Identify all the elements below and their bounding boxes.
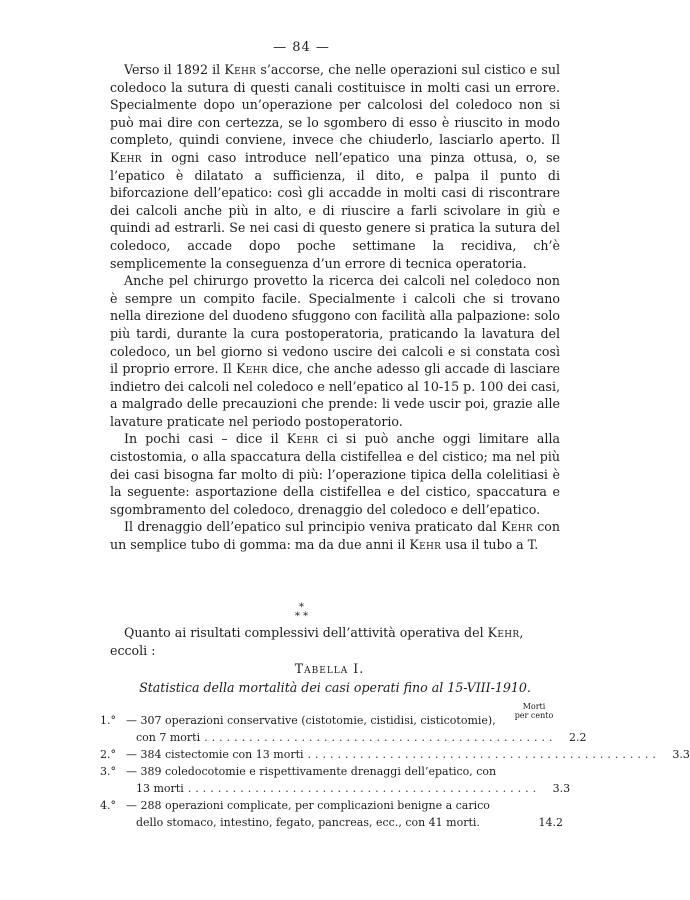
row-line: [100, 712, 563, 729]
text-segment: Quanto ai risultati complessivi dell’attività operativa del: [124, 625, 488, 640]
row-line: [100, 746, 690, 763]
table-rows: [100, 712, 690, 831]
author-name: Kehr: [409, 537, 442, 553]
row-description-cont: con 7 morti: [136, 731, 201, 744]
row-description: — 307 operazioni conservative (cistotomie, cistidisi, cisticotomie),: [126, 714, 496, 727]
row-line: [100, 814, 563, 831]
row-number: 4.°: [100, 799, 116, 812]
author-name: Kehr: [224, 62, 257, 77]
asterism: [0, 603, 603, 621]
text-segment: Il drenaggio dell’epatico sul principio veniva praticato dal: [124, 519, 502, 535]
row-number: 3.°: [100, 765, 116, 778]
paragraph: [110, 430, 560, 518]
dot-leader: ...............................................: [307, 748, 660, 761]
author-name: Kehr: [110, 149, 142, 165]
row-description: — 384 cistectomie con 13 morti: [126, 748, 304, 761]
text-segment: in ogni caso introduce nell’epatico una pinza ottusa, o, se l’epatico è dilatato a sufficienza, il dito, e palpa il punto di biforcazione dell’epatico: così gli accadde in molti casi di riscontrare dei calcoli anche più in alto, e di riuscire a farli scivolare in giù e quindi ad estrarli. Se nei casi di questo genere si pratica la sutura del coledoco, accade dopo poche settimane la recidiva, ch’è semplicemente la conseguenza d’un errore di tecnica operatoria.: [110, 149, 560, 271]
text-segment: In pochi casi – dice il: [124, 431, 287, 447]
mortality-percent: 3.3: [552, 782, 571, 795]
page-number: — 84 —: [273, 40, 330, 55]
row-description-cont: dello stomaco, intestino, fegato, pancreas, ecc., con 41 morti.: [136, 816, 480, 829]
text-segment: , eccoli :: [110, 625, 524, 658]
dot-leader: ...............................................: [204, 731, 557, 744]
dot-leader: ...............................................: [187, 782, 541, 795]
row-description: — 389 coledocotomie e rispettivamente drenaggi dell’epatico, con: [126, 765, 497, 778]
text-segment: Verso il 1892 il: [124, 62, 225, 77]
column-header-line-2: per cento: [514, 711, 554, 720]
paragraph: [110, 518, 560, 553]
paragraph: [110, 61, 560, 272]
row-line: [100, 797, 563, 814]
table-row: [100, 712, 587, 746]
body-text: [110, 61, 560, 554]
text-segment: s’accorse, che nelle operazioni sul cistico e sul coledoco la sutura di questi canali costituisce in molti casi un errore. Specialmente dopo un’operazione per calcolosi del coledoco non si può mai dire con certezza, se lo sgombero di esso è riuscito in modo completo, quindi conviene, invece che chiuderlo, lasciarlo aperto. Il: [110, 62, 560, 148]
column-header-line-1: Morti: [522, 702, 546, 711]
text-segment: con un semplice tubo di gomma: ma da due anni il: [110, 519, 560, 553]
table-subtitle: Statistica della mortalità dei casi operati fino al 15-VIII-1910.: [139, 680, 531, 695]
asterism-top: *: [299, 602, 304, 613]
row-description: — 288 operazioni complicate, per complicazioni benigne a carico: [126, 799, 490, 812]
text-segment: Anche pel chirurgo provetto la ricerca dei calcoli nel coledoco non è sempre un compito facile. Specialmente i calcoli che si trovano nella direzione del duodeno sfuggono con facilità alla palpazione: solo più tardi, durante la cura postoperatoria, praticando la lavatura del coledoco, un bel giorno si vedono uscire dei calcoli e si constata così il proprio errore. Il: [110, 273, 560, 377]
mortality-percent: 14.2: [538, 816, 563, 829]
author-name: Kehr: [487, 625, 520, 640]
table-intro: [110, 624, 560, 659]
author-name: Kehr: [286, 431, 319, 447]
table-row: [100, 763, 571, 797]
table-row: [100, 797, 563, 831]
mortality-percent: 2.2: [568, 731, 587, 744]
row-number: 2.°: [100, 748, 116, 761]
table-row: [100, 746, 690, 763]
mortality-percent: 3.3: [672, 748, 690, 761]
paragraph: [110, 272, 560, 430]
table-title: Tabella I.: [294, 661, 365, 676]
text-segment: ci si può anche oggi limitare alla cistostomia, o alla spaccatura della cistifellea e del cistico; ma nel più dei casi bisogna far molto di più: l’operazione tipica della colelitiasi è la seguente: asportazione della cistifellea e del cistico, spaccatura e sgombramento del coledoco, drenaggio del coledoco e dell’epatico.: [110, 431, 560, 517]
row-number: 1.°: [100, 714, 116, 727]
row-description-cont: 13 morti: [136, 782, 184, 795]
author-name: Kehr: [501, 519, 533, 535]
author-name: Kehr: [236, 361, 268, 377]
text-segment: dice, che anche adesso gli accade di lasciare indietro dei calcoli nel coledoco e nell’epatico al 10-15 p. 100 dei casi, a malgrado delle precauzioni che prende: li vede uscir poi, grazie alle lavature praticate nel periodo postoperatorio.: [110, 361, 560, 429]
asterism-bottom: * *: [294, 611, 309, 622]
row-line: [100, 780, 571, 797]
row-line: [100, 763, 563, 780]
text-segment: usa il tubo a T.: [441, 537, 539, 553]
row-line: [100, 729, 587, 746]
